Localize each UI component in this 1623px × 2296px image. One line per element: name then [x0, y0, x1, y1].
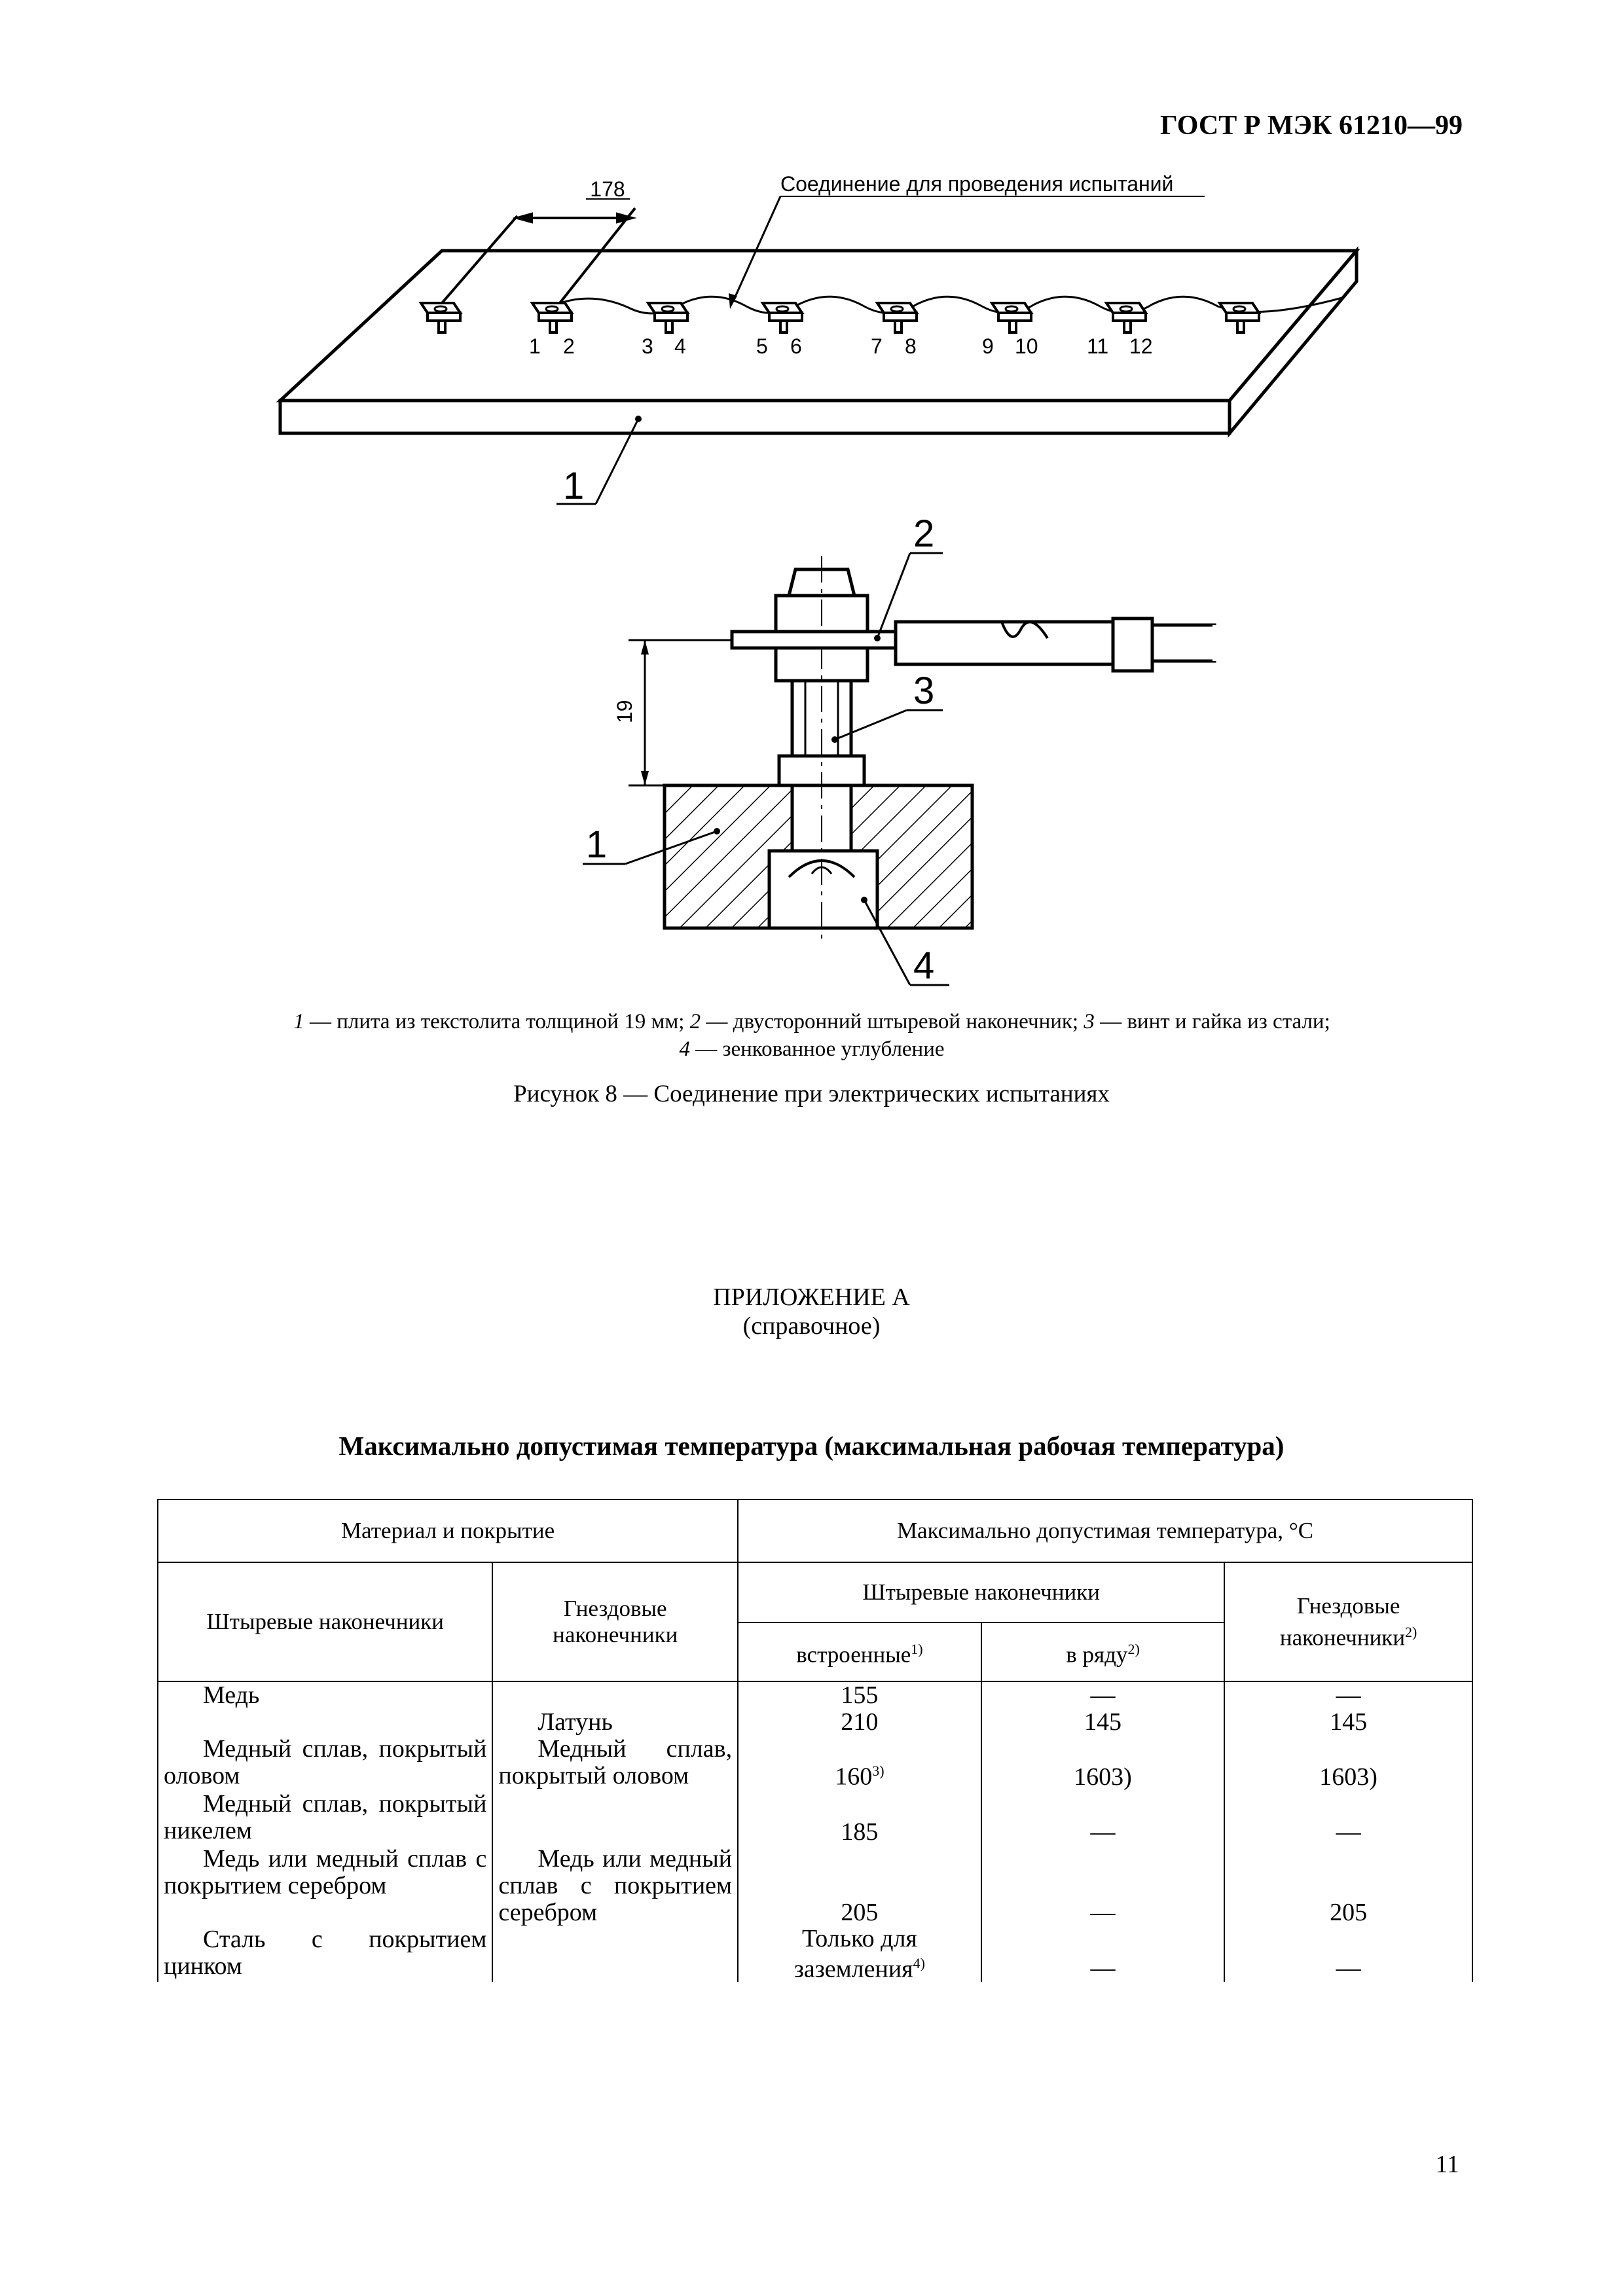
svg-text:4: 4 [674, 334, 686, 358]
figure-legend: 1 — плита из текстолита толщиной 19 мм; 2 — двусторонний штыревой наконечник; 3 — винт и гайка из стали; 4 — зенкованное углубление [293, 1010, 1330, 1061]
callout-2: 2 [913, 512, 935, 555]
table-row: Медь или медный сплав с покрытием серебром Медь или медный сплав с покрытием серебром 205 — 205 [158, 1846, 1472, 1926]
dimension-178-label: 178 [590, 177, 625, 201]
appendix-subtitle: (справочное) [742, 1312, 881, 1340]
appendix-title: ПРИЛОЖЕНИЕ А [713, 1283, 910, 1311]
table-row: Медный сплав, покрытый никелем 185 — — [158, 1791, 1472, 1846]
svg-text:10: 10 [1015, 334, 1038, 358]
svg-text:9: 9 [982, 334, 994, 358]
svg-text:12: 12 [1129, 334, 1153, 358]
svg-text:6: 6 [790, 334, 802, 358]
table-row: Сталь с покрытием цинком Только для заземления$^{4)}$ — — [158, 1926, 1472, 1982]
callout-4: 4 [913, 944, 935, 987]
page-number: 11 [1435, 2151, 1459, 2178]
table-row: Латунь 210 145 145 [158, 1709, 1472, 1736]
header-pin-terminals-temp: Штыревые наконечники [738, 1562, 1224, 1623]
header-max-temp: Максимально допустимая температура, °С [738, 1499, 1472, 1562]
figure-caption: Рисунок 8 — Соединение при электрических испытаниях [513, 1081, 1110, 1107]
svg-text:3: 3 [642, 334, 653, 358]
figure-8-drawing [0, 0, 1623, 995]
header-builtin: встроенные$^{1)}$ [738, 1623, 981, 1681]
table-row: Медный сплав, покрытый оловом Медный сплав, покрытый оловом 160$^{3)}$ 1603) 1603) [158, 1736, 1472, 1791]
header-in-row: в ряду$^{2)}$ [981, 1623, 1224, 1681]
dimension-19-label: 19 [613, 700, 636, 723]
svg-text:7: 7 [871, 334, 883, 358]
test-connection-label: Соединение для проведения испытаний [780, 172, 1174, 196]
svg-text:5: 5 [756, 334, 768, 358]
appendix-heading [0, 1283, 1623, 1340]
header-material: Материал и покрытие [158, 1499, 738, 1562]
svg-text:2: 2 [563, 334, 575, 358]
callout-1-top: 1 [563, 465, 585, 507]
svg-text:1: 1 [529, 334, 541, 358]
callout-3: 3 [913, 670, 935, 712]
table-title: Максимально допустимая температура (максимальная рабочая температура) [338, 1431, 1285, 1461]
document-header: ГОСТ Р МЭК 61210—99 [1160, 111, 1463, 141]
temperature-table [157, 1499, 1473, 1982]
header-socket-terminals: Гнездовые наконечники [492, 1562, 738, 1681]
textolite-plate [280, 251, 1357, 433]
header-pin-terminals: Штыревые наконечники [158, 1562, 492, 1681]
header-socket-temp: Гнездовые наконечники$^{2)}$ [1224, 1562, 1472, 1681]
table-row: Медь 155 — — [158, 1681, 1472, 1709]
svg-text:8: 8 [905, 334, 917, 358]
callout-1-section: 1 [586, 823, 608, 866]
svg-text:11: 11 [1087, 334, 1109, 358]
